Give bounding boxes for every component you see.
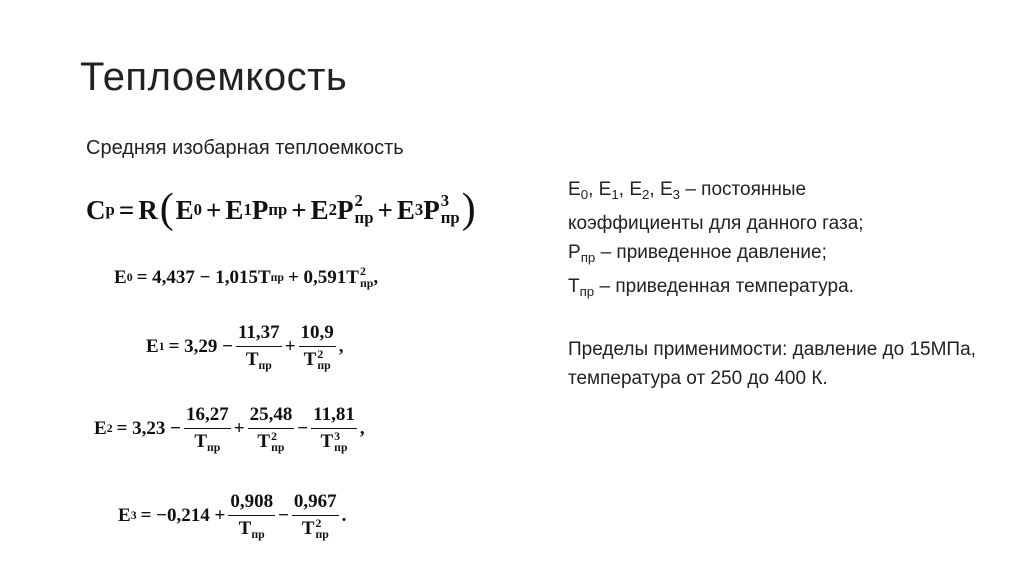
formula-text: E [146,336,159,357]
spacer [568,306,998,335]
formula-text: C [86,194,106,225]
notes-line-temperature: $T_{пр}$ – приведенная температура. [568,275,854,299]
formula-subscript: 0 [193,200,203,219]
formula-subscript: 3 [414,200,424,219]
formula-text: P [251,194,269,225]
fraction: 10,9 T 2 пр [300,321,334,373]
left-paren: ( [159,186,174,233]
formula-e1 [146,316,344,378]
formula-text: P [423,194,440,225]
formula-operator: + [233,418,245,439]
formula-operator: − [297,418,309,439]
formula-text: = 4,437 − 1,015T [136,267,271,288]
fraction: $\frac{0,908}{T_{пр}}$ [230,490,274,541]
formula-text: , [373,267,379,288]
formula-operator: + [206,194,222,225]
formula-e2 [94,398,365,460]
formula-subscript: пр [270,271,284,284]
formula-text: E [94,418,107,439]
fraction: 25,48 T 2 пр [249,403,293,455]
formula-text: E [225,194,244,225]
formula-supsub: 2 пр [354,191,374,227]
formula-text: = −0,214 + [140,505,226,526]
fraction: 0,967 T 2 пр [293,490,337,542]
fraction: $\frac{16,27}{T_{пр}}$ [185,403,229,454]
slide-subtitle: Средняя изобарная теплоемкость [86,137,404,159]
formula-text: = 3,29 − [168,336,233,357]
formula-text: , [338,336,344,357]
formula-subscript: 2 [328,200,338,219]
formula-subscript: 1 [158,340,165,353]
formula-operator: − [278,505,289,526]
slide-title: Теплоемкость [80,55,348,99]
formula-subscript: 2 [106,422,113,435]
fraction: 11,81 T 3 пр [313,403,355,455]
notes-line-pressure: $P_{пр}$ – приведенное давление; [568,241,827,265]
formula-text: E [175,194,194,225]
formula-cp [86,180,478,240]
formula-text: , [359,418,365,439]
formula-subscript: 0 [126,271,133,284]
notes-line-coefficients: $E_0$, $E_1$, $E_2$, $E_3$ – постоянные [568,179,807,202]
formula-subscript: 3 [130,509,137,522]
formula-text: R [138,194,158,225]
notes-limits: Пределы применимости: давление до 15МПа, температура от 250 до 400 К. [568,338,976,389]
formula-text: . [341,505,347,526]
formula-e3 [118,485,346,547]
formula-text: E [396,194,415,225]
formula-supsub: 2 пр [359,265,374,290]
formula-text: E [118,505,131,526]
formula-text: E [310,194,329,225]
formula-subscript: 1 [243,200,252,219]
formula-subscript: пр [268,200,288,219]
formula-operator: + [377,194,393,225]
formula-text: E [114,267,127,288]
formula-operator: = [118,194,135,225]
notes-line-coefficients-cont: коэффициенты для данного газа; [568,212,864,234]
right-paren: ) [461,186,476,233]
formula-e0 [114,258,378,298]
formula-subscript: p [105,200,115,219]
formula-text: = 3,23 − [116,418,181,439]
formula-operator: + [284,336,296,357]
formula-text: P [337,194,354,225]
formula-text: + 0,591T [287,267,359,288]
notes-block [568,175,998,393]
formula-supsub: 3 пр [440,191,460,227]
formula-operator: + [291,194,307,225]
fraction: $\frac{11,37}{T_{пр}}$ [237,321,280,372]
